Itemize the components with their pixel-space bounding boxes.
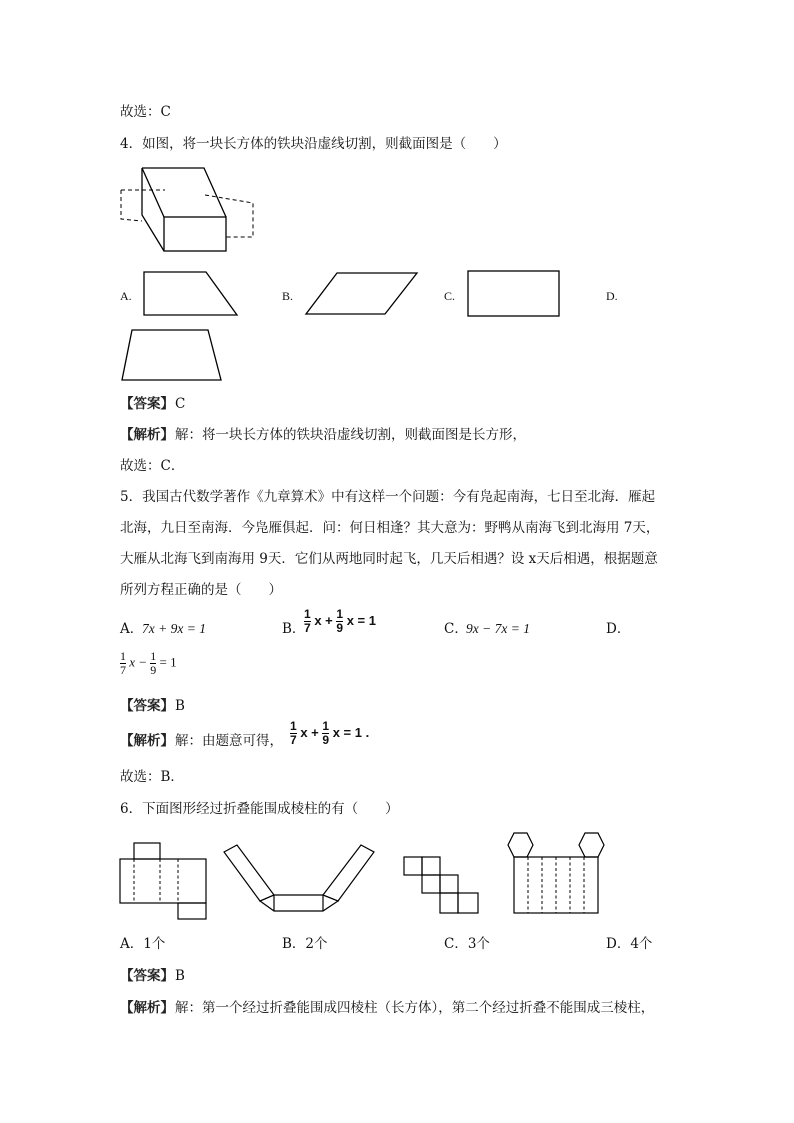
q4-cuboid-figure [118, 165, 258, 257]
q5-option-d-end: = 1 [159, 654, 177, 670]
q5-option-b-numerator-1: 1 [304, 607, 311, 621]
q6-option-b: B．2个 [282, 936, 328, 952]
q5-option-d-label: D． [606, 621, 631, 637]
q5-analysis-tag: 【解析】 [120, 733, 174, 749]
q5-option-b-numerator-2: 1 [336, 607, 344, 621]
previous-answer-line: 故选：C [120, 104, 171, 120]
q5-analysis-denominator-1: 7 [290, 733, 297, 747]
q5-analysis-middle: x + [300, 724, 319, 740]
q4-option-c-label: C. [444, 289, 456, 303]
q5-option-a: 7x + 9x = 1 [142, 621, 206, 636]
q6-figure-1-cuboid-net [118, 842, 210, 922]
q4-answer: C [175, 396, 186, 412]
q5-option-b-end: x = 1 [346, 612, 376, 628]
q5-answer: B [175, 698, 185, 714]
q6-figure-4-hexagonal-prism-net [505, 829, 609, 915]
q6-option-d: D．4个 [606, 936, 653, 952]
q4-analysis: 解：将一块长方体的铁块沿虚线切割，则截面图是长方形， [175, 427, 526, 443]
q6-figure-3-staircase-net [403, 855, 481, 917]
q4-option-d-trapezoid [120, 328, 224, 382]
q5-analysis-end: x = 1 . [332, 724, 370, 740]
q5-option-d-denominator-1: 7 [120, 663, 126, 677]
q5-option-d-numerator-1: 1 [120, 649, 126, 663]
q4-option-a-trapezoid [143, 271, 239, 317]
q5-stem-line-2: 北海，九日至南海．今凫雁俱起．问：何日相逢？其大意为：野鸭从南海飞到北海用 7天， [120, 520, 660, 536]
q4-conclusion: 故选：C． [120, 458, 185, 474]
q5-option-b-label: B． [282, 621, 306, 637]
q5-analysis-equation [290, 720, 369, 747]
q5-option-d-equation [120, 650, 177, 677]
q6-answer: B [175, 968, 185, 984]
q5-option-b-denominator-2: 9 [336, 621, 344, 635]
q4-analysis-tag: 【解析】 [120, 427, 174, 443]
q5-answer-tag: 【答案】 [120, 698, 174, 714]
q4-option-d-label: D. [606, 289, 618, 303]
q5-analysis-denominator-2: 9 [322, 733, 330, 747]
q5-stem-line-1: 5．我国古代数学著作《九章算术》中有这样一个问题：今有凫起南海，七日至北海．雁起 [120, 489, 656, 505]
q5-analysis-prefix: 解：由题意可得， [175, 733, 283, 749]
q6-answer-tag: 【答案】 [120, 968, 174, 984]
q5-option-b-equation [304, 608, 376, 635]
q6-option-c: C．3个 [444, 936, 490, 952]
q5-option-b-middle: x + [314, 612, 333, 628]
q5-analysis-numerator-2: 1 [322, 719, 330, 733]
q6-analysis: 解：第一个经过折叠能围成四棱柱（长方体），第二个经过折叠不能围成三棱柱， [175, 1000, 655, 1016]
q6-analysis-tag: 【解析】 [120, 1000, 174, 1016]
q5-option-b-denominator-1: 7 [304, 621, 311, 635]
q4-option-b-parallelogram [305, 272, 419, 316]
q6-stem: 6．下面图形经过折叠能围成棱柱的有（ ） [120, 801, 399, 817]
q5-option-d-middle: x − [129, 654, 148, 670]
q4-stem: 4．如图，将一块长方体的铁块沿虚线切割，则截面图是（ ） [120, 136, 507, 152]
q5-option-d-denominator-2: 9 [150, 663, 157, 677]
q6-option-a: A．1个 [120, 936, 166, 952]
q5-option-c: 9x − 7x = 1 [466, 621, 530, 636]
q4-answer-tag: 【答案】 [120, 396, 174, 412]
q5-stem-line-3: 大雁从北海飞到南海用 9天．它们从两地同时起飞，几天后相遇？设 x天后相遇，根据题意 [120, 551, 658, 567]
q4-option-a-label: A. [120, 289, 132, 303]
q5-conclusion: 故选：B． [120, 769, 184, 785]
q5-option-a-label: A． [120, 621, 144, 637]
q6-figure-2-prism-net [222, 843, 378, 915]
q5-option-c-label: C． [444, 621, 468, 637]
q4-option-c-rectangle [467, 270, 561, 318]
q5-analysis-numerator-1: 1 [290, 719, 297, 733]
q5-option-d-numerator-2: 1 [150, 649, 157, 663]
q4-option-b-label: B. [282, 289, 294, 303]
q5-stem-line-4: 所列方程正确的是（ ） [120, 582, 282, 598]
